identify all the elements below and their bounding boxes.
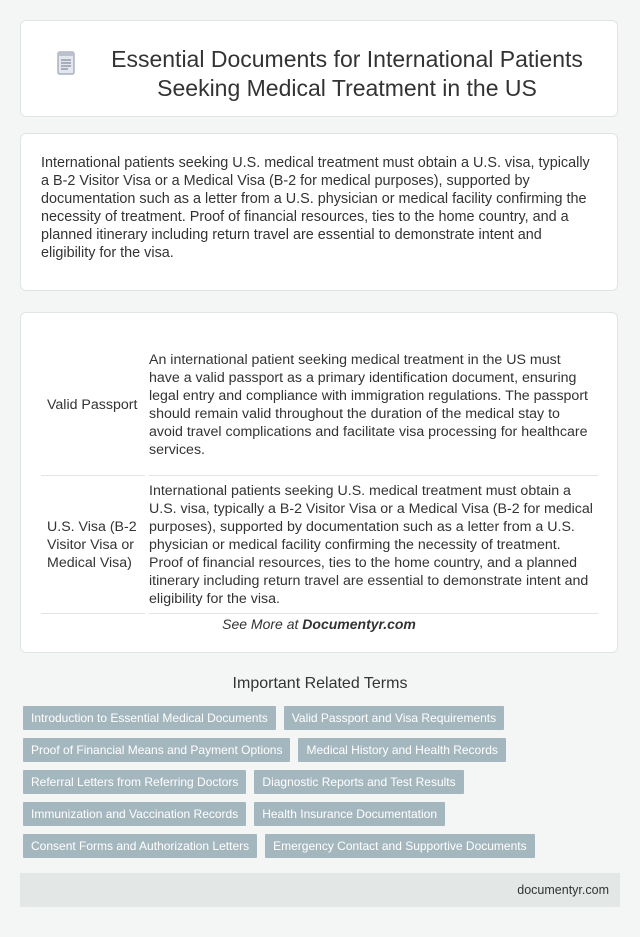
related-terms-title: Important Related Terms (232, 675, 408, 692)
document-description: International patients seeking U.S. medical treatment must obtain a U.S. visa, typically a B-2 Visitor Visa or a Medical Visa (B-2 for medical purposes), supported by documentation such as a letter from a U.S. physician or medical facility confirming the necessity of treatment. Proof of financial resources, ties to the home country, and a planned itinerary including return travel are essential to demonstrate intent and eligibility for the visa. (149, 476, 598, 614)
related-terms-list (23, 706, 543, 866)
related-term-tag[interactable]: Medical History and Health Records (298, 738, 505, 762)
document-description: An international patient seeking medical treatment in the US must have a valid passport as a primary identification document, ensuring legal entry and compliance with immigration regulations. The passport should remain valid throughout the duration of the medical stay to avoid travel complications and facilitate visa processing for healthcare services. (149, 335, 598, 476)
related-term-tag[interactable]: Health Insurance Documentation (254, 802, 445, 826)
see-more-site: Documentyr.com (302, 616, 416, 632)
footer (20, 873, 620, 907)
intro-text: International patients seeking U.S. medical treatment must obtain a U.S. visa, typically a B-2 Visitor Visa or a Medical Visa (B-2 for medical purposes), supported by documentation such as a letter from a U.S. physician or medical facility confirming the necessity of treatment. Proof of financial resources, ties to the home country, and a planned itinerary including return travel are essential to demonstrate intent and eligibility for the visa. (41, 155, 590, 261)
related-term-tag[interactable]: Referral Letters from Referring Doctors (23, 770, 246, 794)
tag-row (23, 770, 543, 794)
document-icon (55, 50, 77, 76)
tag-row (23, 834, 543, 858)
intro-card (20, 133, 618, 291)
related-term-tag[interactable]: Immunization and Vaccination Records (23, 802, 246, 826)
table-row (41, 335, 598, 476)
related-term-tag[interactable]: Consent Forms and Authorization Letters (23, 834, 257, 858)
header-card (20, 20, 618, 117)
documents-table (41, 335, 598, 614)
document-name: Valid Passport (41, 335, 145, 476)
tag-row (23, 738, 543, 762)
related-term-tag[interactable]: Emergency Contact and Supportive Documents (265, 834, 534, 858)
footer-site-link[interactable]: documentyr.com (517, 883, 609, 897)
related-term-tag[interactable]: Introduction to Essential Medical Documents (23, 706, 276, 730)
table-row (41, 476, 598, 614)
tag-row (23, 802, 543, 826)
see-more-link[interactable] (21, 616, 617, 632)
related-term-tag[interactable]: Proof of Financial Means and Payment Options (23, 738, 290, 762)
tag-row (23, 706, 543, 730)
see-more-prefix: See More at (222, 616, 303, 632)
document-name: U.S. Visa (B-2 Visitor Visa or Medical Visa) (41, 476, 145, 614)
documents-card (20, 312, 618, 653)
related-term-tag[interactable]: Diagnostic Reports and Test Results (254, 770, 463, 794)
related-term-tag[interactable]: Valid Passport and Visa Requirements (284, 706, 504, 730)
page-title: Essential Documents for International Patients Seeking Medical Treatment in the US (111, 46, 583, 101)
